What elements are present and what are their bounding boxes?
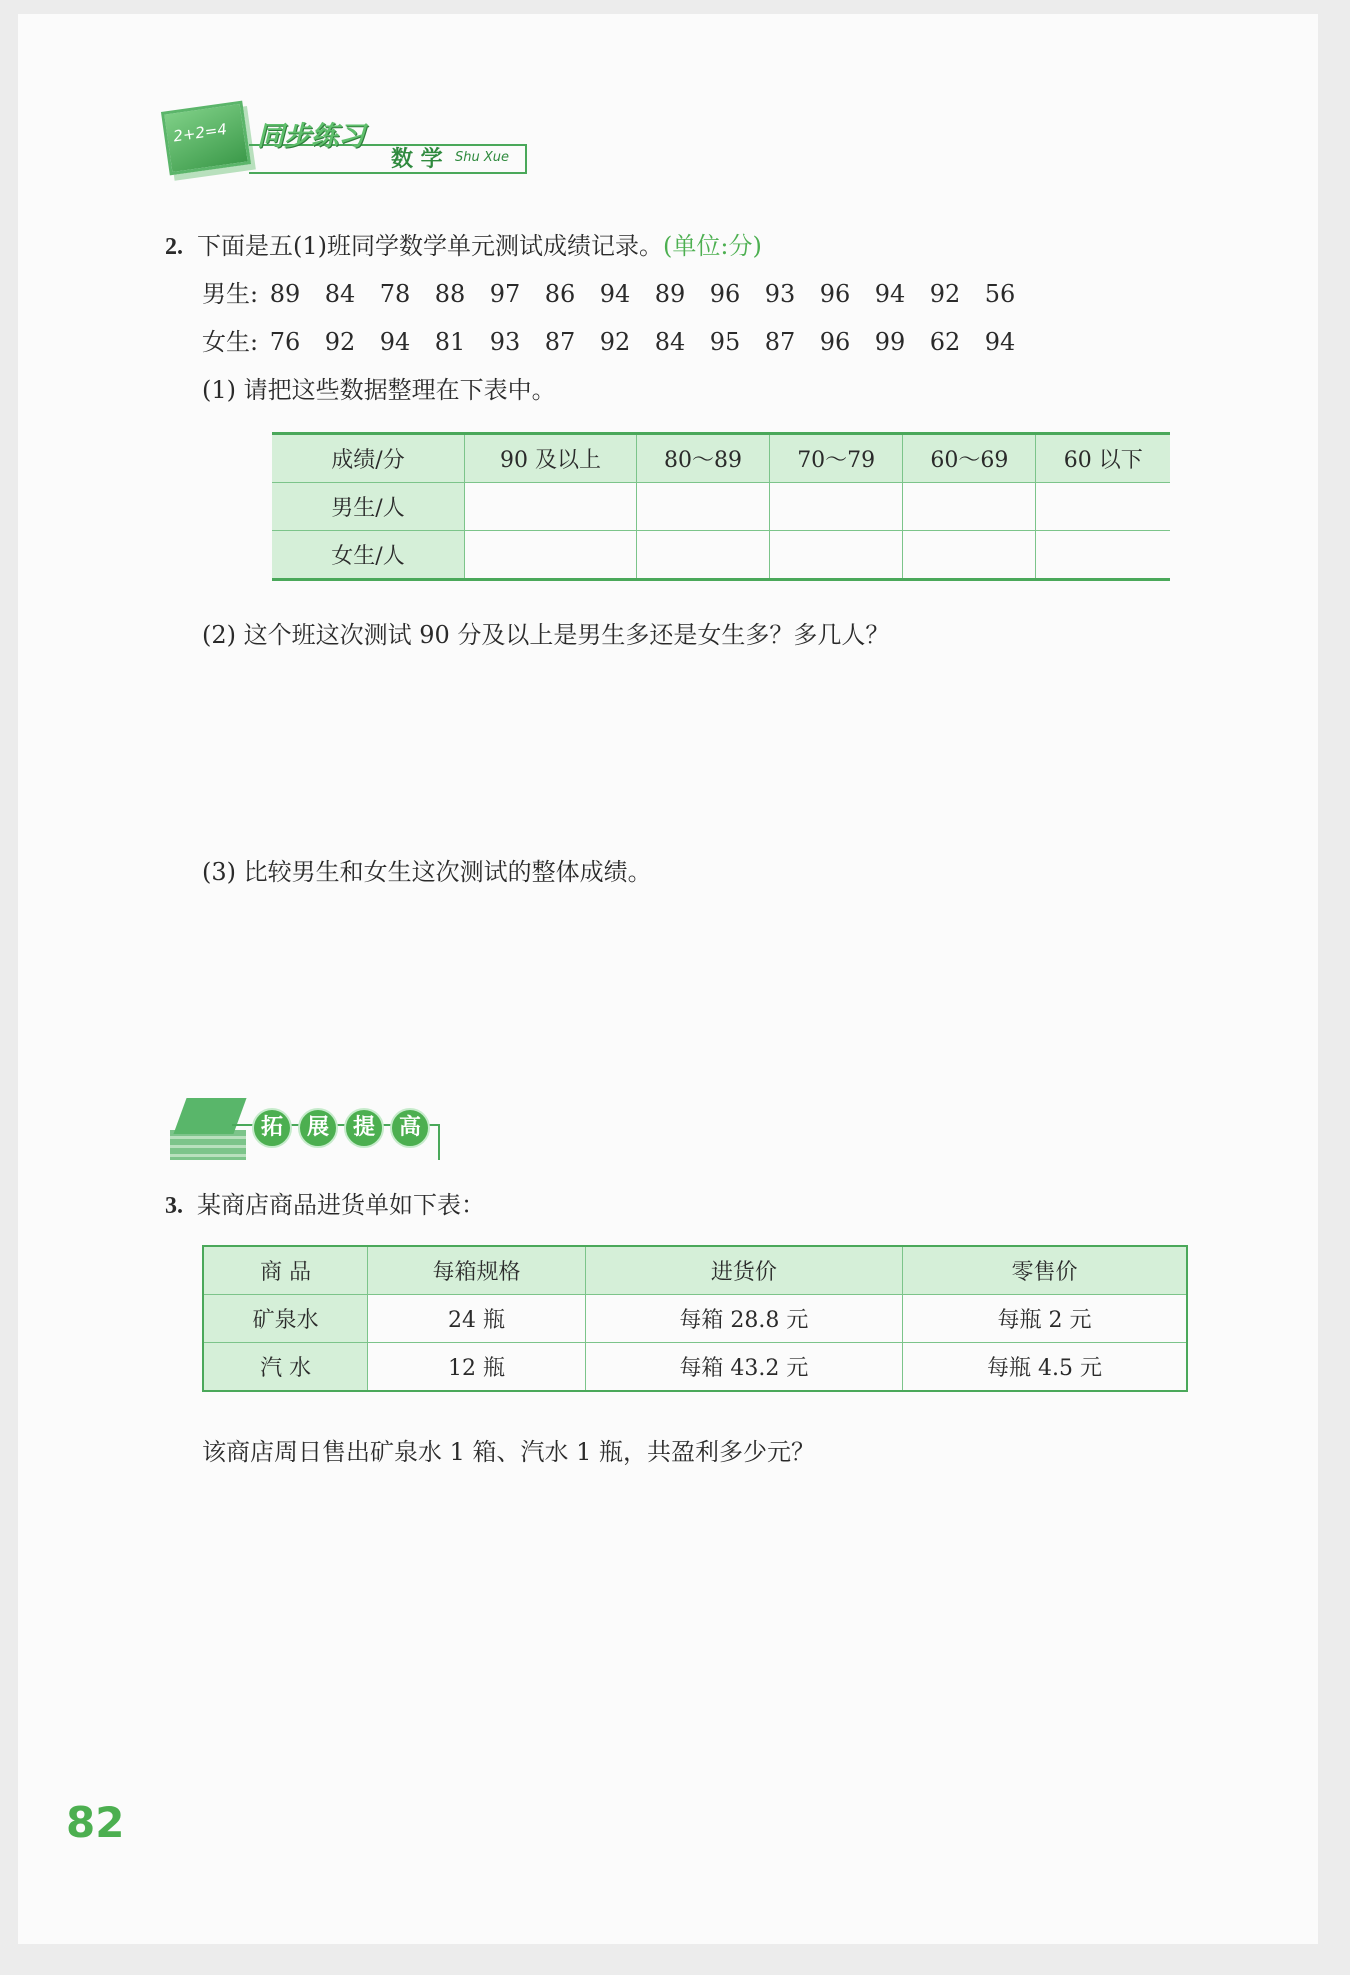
score-value: 84 bbox=[654, 328, 686, 356]
title-badge: 拓 bbox=[252, 1108, 292, 1148]
header-title: 同步练习 bbox=[257, 121, 365, 152]
score-value: 94 bbox=[379, 328, 411, 356]
table-row bbox=[203, 1343, 1187, 1392]
question-3-ask: 该商店周日售出矿泉水 1 箱、汽水 1 瓶，共盈利多少元？ bbox=[202, 1438, 816, 1466]
section-header-extension bbox=[162, 1090, 442, 1160]
answer-cell[interactable] bbox=[1036, 531, 1170, 580]
score-value: 86 bbox=[544, 280, 576, 308]
answer-cell[interactable] bbox=[465, 531, 637, 580]
score-value: 94 bbox=[599, 280, 631, 308]
question-number: 2. bbox=[165, 234, 183, 260]
question-number: 3. bbox=[165, 1193, 183, 1219]
table-cell: 24 瓶 bbox=[368, 1295, 585, 1343]
score-value: 96 bbox=[819, 328, 851, 356]
score-value: 93 bbox=[489, 328, 521, 356]
table-header-cell: 80～89 bbox=[636, 434, 769, 483]
product-name: 汽 水 bbox=[203, 1343, 368, 1392]
score-value: 87 bbox=[544, 328, 576, 356]
score-tally-table bbox=[272, 432, 1170, 581]
title-badge: 展 bbox=[298, 1108, 338, 1148]
table-header-row bbox=[272, 434, 1170, 483]
table-header-cell: 商 品 bbox=[203, 1246, 368, 1295]
score-value: 56 bbox=[984, 280, 1016, 308]
table-header-cell: 90 及以上 bbox=[465, 434, 637, 483]
row-label: 男生/人 bbox=[272, 483, 465, 531]
score-value: 78 bbox=[379, 280, 411, 308]
title-badge: 高 bbox=[390, 1108, 430, 1148]
score-value: 96 bbox=[819, 280, 851, 308]
product-name: 矿泉水 bbox=[203, 1295, 368, 1343]
score-value: 76 bbox=[269, 328, 301, 356]
answer-cell[interactable] bbox=[770, 531, 903, 580]
page-number: 82 bbox=[66, 1798, 125, 1847]
answer-cell[interactable] bbox=[1036, 483, 1170, 531]
table-row bbox=[272, 531, 1170, 580]
section-header-sync-practice bbox=[165, 100, 525, 180]
score-value: 92 bbox=[929, 280, 961, 308]
score-value: 99 bbox=[874, 328, 906, 356]
score-value: 62 bbox=[929, 328, 961, 356]
answer-cell[interactable] bbox=[636, 531, 769, 580]
score-value: 93 bbox=[764, 280, 796, 308]
table-cell: 12 瓶 bbox=[368, 1343, 585, 1392]
table-header-cell: 每箱规格 bbox=[368, 1246, 585, 1295]
header-subject: 数 学 bbox=[391, 147, 443, 172]
score-value: 92 bbox=[599, 328, 631, 356]
score-value: 94 bbox=[874, 280, 906, 308]
table-header-cell: 60～69 bbox=[903, 434, 1036, 483]
table-cell: 每箱 43.2 元 bbox=[585, 1343, 902, 1392]
score-value: 81 bbox=[434, 328, 466, 356]
score-value: 89 bbox=[269, 280, 301, 308]
question-text: 某商店商品进货单如下表： bbox=[197, 1191, 485, 1219]
question-3-prompt bbox=[165, 1185, 485, 1220]
score-value: 97 bbox=[489, 280, 521, 308]
purchase-list-table bbox=[202, 1245, 1188, 1392]
table-header-row bbox=[203, 1246, 1187, 1295]
table-cell: 每瓶 4.5 元 bbox=[903, 1343, 1187, 1392]
table-header-cell: 70～79 bbox=[770, 434, 903, 483]
score-value: 84 bbox=[324, 280, 356, 308]
subquestion-2: (2) 这个班这次测试 90 分及以上是男生多还是女生多？多几人？ bbox=[202, 621, 890, 649]
boys-label: 男生: bbox=[202, 280, 259, 308]
answer-cell[interactable] bbox=[636, 483, 769, 531]
table-header-cell: 成绩/分 bbox=[272, 434, 465, 483]
answer-cell[interactable] bbox=[465, 483, 637, 531]
answer-cell[interactable] bbox=[770, 483, 903, 531]
table-cell: 每箱 28.8 元 bbox=[585, 1295, 902, 1343]
extension-title bbox=[252, 1108, 430, 1148]
header-pinyin: Shu Xue bbox=[455, 150, 510, 165]
subquestion-3: (3) 比较男生和女生这次测试的整体成绩。 bbox=[202, 858, 652, 886]
score-value: 92 bbox=[324, 328, 356, 356]
title-badge: 提 bbox=[344, 1108, 384, 1148]
table-row bbox=[203, 1295, 1187, 1343]
answer-cell[interactable] bbox=[903, 483, 1036, 531]
score-value: 89 bbox=[654, 280, 686, 308]
chalkboard-icon bbox=[161, 101, 251, 176]
chalkboard-text: 2+2=4 bbox=[172, 120, 228, 146]
subquestion-1: (1) 请把这些数据整理在下表中。 bbox=[202, 376, 556, 404]
row-label: 女生/人 bbox=[272, 531, 465, 580]
score-value: 87 bbox=[764, 328, 796, 356]
table-header-cell: 零售价 bbox=[903, 1246, 1187, 1295]
girls-label: 女生: bbox=[202, 328, 259, 356]
score-value: 88 bbox=[434, 280, 466, 308]
unit-note: (单位:分) bbox=[663, 232, 762, 260]
table-header-cell: 进货价 bbox=[585, 1246, 902, 1295]
answer-cell[interactable] bbox=[903, 531, 1036, 580]
girls-scores-row bbox=[202, 322, 1040, 357]
table-header-cell: 60 以下 bbox=[1036, 434, 1170, 483]
score-value: 95 bbox=[709, 328, 741, 356]
table-cell: 每瓶 2 元 bbox=[903, 1295, 1187, 1343]
score-value: 96 bbox=[709, 280, 741, 308]
question-text: 下面是五(1)班同学数学单元测试成绩记录。 bbox=[197, 232, 663, 260]
table-row bbox=[272, 483, 1170, 531]
question-2-prompt bbox=[165, 226, 762, 261]
score-value: 94 bbox=[984, 328, 1016, 356]
boys-scores-row bbox=[202, 274, 1040, 309]
